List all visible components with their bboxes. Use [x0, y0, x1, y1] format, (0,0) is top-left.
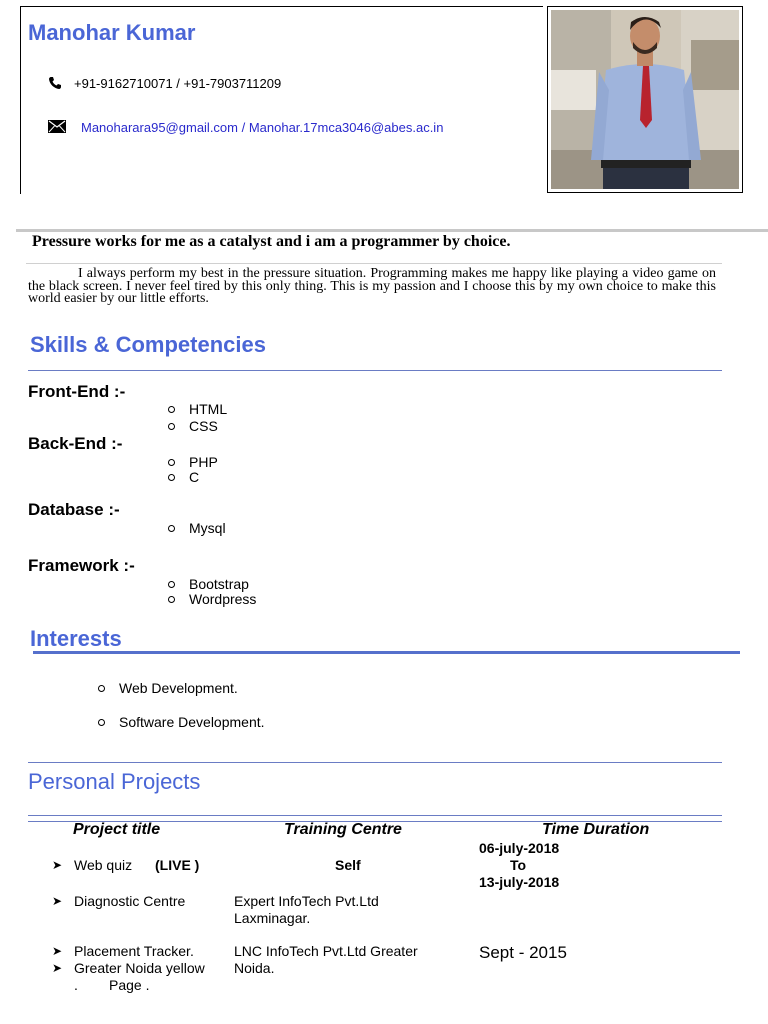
phone-icon [48, 76, 62, 90]
tagline: Pressure works for me as a catalyst and i am a programmer by choice. [32, 233, 511, 250]
hollow-circle-icon [168, 474, 175, 481]
interests-divider [33, 651, 740, 654]
training-centre: LNC InfoTech Pvt.Ltd Greater [234, 943, 418, 959]
person-photo-icon [551, 10, 739, 189]
arrowhead-bullet-icon: ➤ [52, 961, 63, 975]
hollow-circle-icon [168, 525, 175, 532]
training-centre-location: Laxminagar. [234, 910, 311, 926]
list-item: C [168, 469, 199, 485]
list-item: PHP [168, 454, 218, 470]
list-item: CSS [168, 418, 218, 434]
project-title: Placement Tracker. [74, 943, 194, 959]
arrowhead-bullet-icon: ➤ [52, 858, 63, 872]
project-title: Diagnostic Centre [74, 893, 186, 909]
hollow-circle-icon [168, 581, 175, 588]
live-badge: (LIVE ) [155, 857, 200, 873]
training-centre: Self [335, 857, 361, 873]
skills-divider [28, 370, 722, 371]
duration-to: To [510, 857, 527, 873]
list-item: Software Development. [98, 714, 265, 730]
intro-paragraph: I always perform my best in the pressure situation. Programming makes me happy like playing a video game on the black screen. I never feel tired by this only thing. This is my passion and I choose this by my own choice to make this world easier by our little efforts. [28, 266, 716, 306]
skill-group-label: Framework :- [28, 556, 135, 575]
project-title: Greater Noida yellow [74, 960, 205, 976]
hollow-circle-icon [168, 459, 175, 466]
duration-end: 13-july-2018 [479, 874, 560, 890]
profile-photo [547, 6, 743, 193]
arrowhead-bullet-icon: ➤ [52, 894, 63, 908]
list-item: Web Development. [98, 680, 238, 696]
projects-top-divider [28, 762, 722, 763]
arrowhead-bullet-icon: ➤ [52, 944, 63, 958]
hollow-circle-icon [98, 685, 105, 692]
phone-numbers: +91-9162710071 / +91-7903711209 [74, 76, 282, 91]
projects-heading: Personal Projects [28, 769, 201, 794]
training-centre: Expert InfoTech Pvt.Ltd [234, 893, 379, 909]
training-centre-location: Noida. [234, 960, 275, 976]
project-title: Web quiz [74, 857, 133, 873]
projects-table-rule [28, 815, 722, 816]
list-item: Bootstrap [168, 576, 249, 592]
column-header-centre: Training Centre [284, 821, 402, 838]
skill-group-label: Front-End :- [28, 382, 126, 401]
duration: Sept - 2015 [479, 943, 567, 962]
tagline-divider [26, 263, 722, 264]
hollow-circle-icon [168, 406, 175, 413]
list-item: HTML [168, 401, 227, 417]
column-header-duration: Time Duration [542, 821, 650, 838]
column-header-title: Project title [73, 821, 161, 838]
skill-group-label: Database :- [28, 500, 120, 519]
hollow-circle-icon [98, 719, 105, 726]
hollow-circle-icon [168, 423, 175, 430]
list-item: Mysql [168, 520, 226, 536]
email-addresses[interactable]: Manoharara95@gmail.com / Manohar.17mca3046@abes.ac.in [81, 120, 444, 135]
skill-group-label: Back-End :- [28, 434, 123, 453]
interests-heading: Interests [30, 626, 122, 651]
list-item: Wordpress [168, 591, 256, 607]
project-title-continuation: . Page . [74, 977, 150, 993]
duration-start: 06-july-2018 [479, 840, 560, 856]
hollow-circle-icon [168, 596, 175, 603]
candidate-name: Manohar Kumar [28, 20, 196, 45]
envelope-icon [48, 120, 66, 133]
header-divider [16, 229, 768, 232]
skills-heading: Skills & Competencies [30, 332, 266, 357]
